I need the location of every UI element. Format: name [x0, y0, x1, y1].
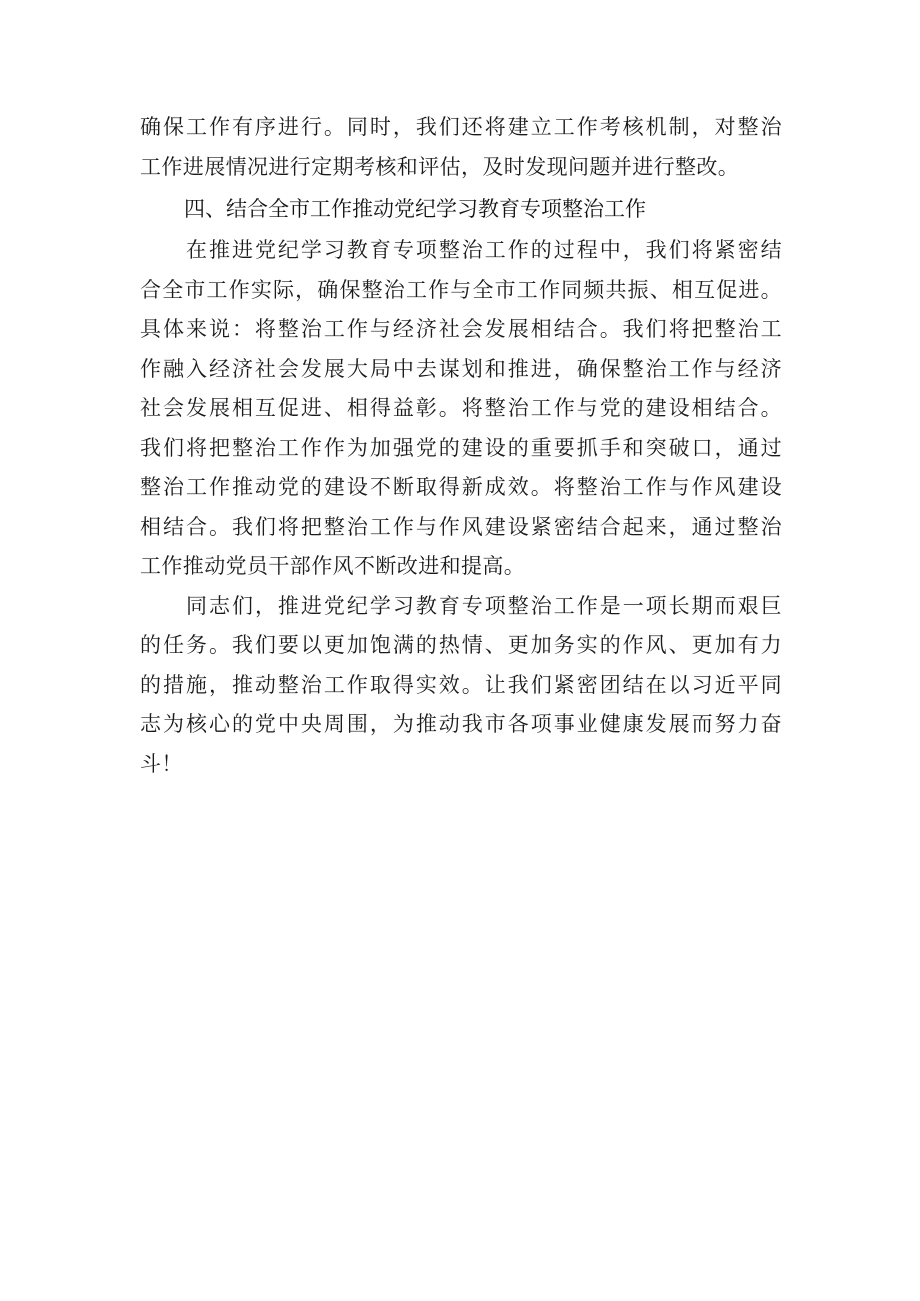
text-line: 在推进党纪学习教育专项整治工作的过程中，我们将紧密结: [186, 238, 782, 262]
text-line: 整治工作推动党的建设不断取得新成效。将整治工作与作风建设: [140, 475, 782, 499]
text-line: 我们将把整治工作作为加强党的建设的重要抓手和突破口，通过: [140, 435, 782, 460]
text-line: 相结合。我们将把整治工作与作风建设紧密结合起来，通过整治: [140, 514, 782, 539]
text-line: 合全市工作实际，确保整治工作与全市工作同频共振、相互促进。: [140, 277, 782, 302]
text-line: 的任务。我们要以更加饱满的热情、更加务实的作风、更加有力: [140, 633, 782, 657]
document-body: [140, 108, 782, 784]
text-line: 工作进展情况进行定期考核和评估，及时发现问题并进行整改。: [140, 154, 740, 179]
text-line: 具体来说：将整治工作与经济社会发展相结合。我们将把整治工: [140, 317, 782, 341]
text-line: 社会发展相互促进、相得益彰。将整治工作与党的建设相结合。: [140, 396, 782, 420]
paragraph-3: [140, 587, 782, 785]
text-line: 的措施，推动整治工作取得实效。让我们紧密团结在以习近平同: [140, 672, 782, 697]
paragraph-2: [140, 231, 782, 587]
text-line: 工作推动党员干部作风不断改进和提高。: [140, 554, 526, 578]
paragraph-1: [140, 108, 782, 187]
text-line: 志为核心的党中央周围，为推动我市各项事业健康发展而努力奋: [140, 712, 782, 736]
section-heading: 四、结合全市工作推动党纪学习教育专项整治工作: [184, 197, 646, 221]
text-line: 确保工作有序进行。同时，我们还将建立工作考核机制，对整治: [140, 115, 782, 139]
text-line: 斗！: [140, 751, 183, 776]
text-line: 同志们，推进党纪学习教育专项整治工作是一项长期而艰巨: [186, 593, 782, 618]
text-line: 作融入经济社会发展大局中去谋划和推进，确保整治工作与经济: [140, 356, 782, 381]
